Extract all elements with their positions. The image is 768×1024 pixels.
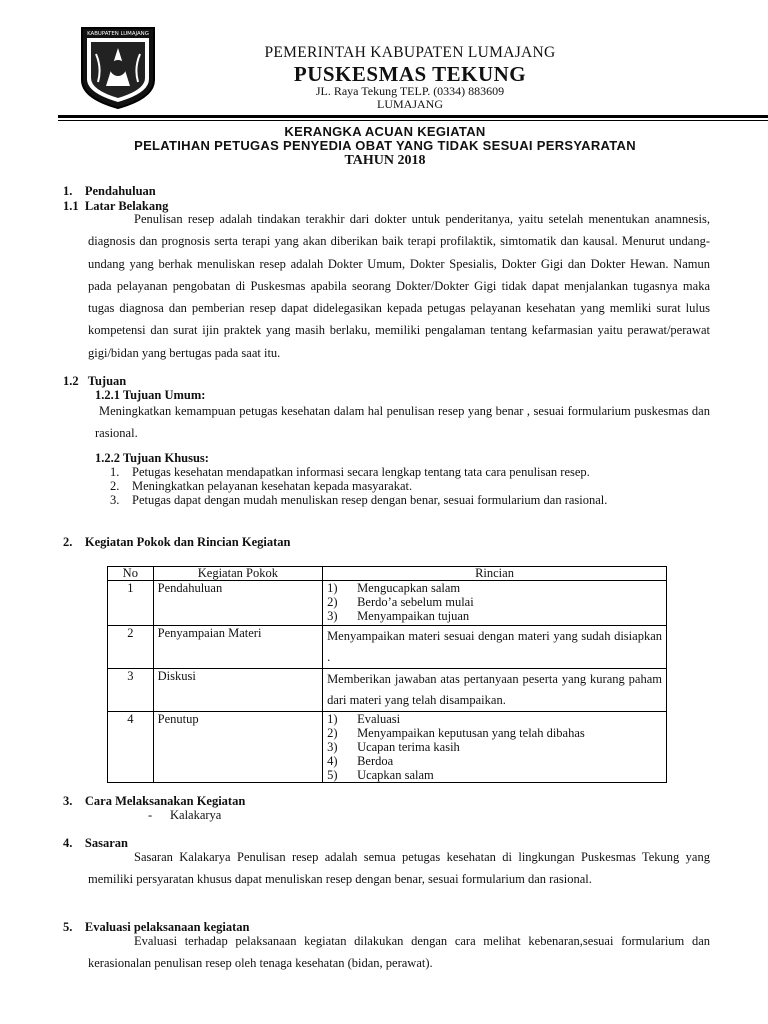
- institution-name: PUSKESMAS TEKUNG: [293, 62, 527, 86]
- cell-kegiatan: Pendahuluan: [153, 581, 322, 626]
- column-header-rincian: Rincian: [323, 567, 667, 581]
- header-divider-thin: [58, 120, 768, 121]
- table-row: [108, 712, 667, 783]
- section-1-heading: 1. Pendahuluan: [63, 184, 156, 198]
- cell-rincian: [323, 581, 667, 626]
- table-header-row: [108, 567, 667, 581]
- rincian-item: 2) Berdo’a sebelum mulai: [327, 595, 474, 609]
- section-1-2-heading: 1.2 Tujuan: [63, 374, 127, 388]
- section-2-heading: 2. Kegiatan Pokok dan Rincian Kegiatan: [63, 535, 291, 549]
- svg-text:KABUPATEN LUMAJANG: KABUPATEN LUMAJANG: [87, 31, 149, 37]
- document-year: TAHUN 2018: [344, 153, 426, 168]
- tujuan-umum-paragraph: Meningkatkan kemampuan petugas kesehatan dalam hal penulisan resep yang benar , sesuai formularium puskesmas dan rasional.: [95, 404, 710, 440]
- rincian-item: 1) Mengucapkan salam: [327, 581, 461, 595]
- tujuan-khusus-item: 2. Meningkatkan pelayanan kesehatan kepada masyarakat.: [110, 479, 413, 493]
- section-1-1-heading: 1.1 Latar Belakang: [63, 199, 169, 213]
- tujuan-khusus-item: 3. Petugas dapat dengan mudah menuliskan resep dengan benar, sesuai formularium dan rasional.: [110, 493, 608, 507]
- cara-item: - Kalakarya: [148, 808, 222, 822]
- latar-belakang-paragraph: Penulisan resep adalah tindakan terakhir dari dokter untuk penderitanya, yaitu setelah menentukan anamnesis, diagnosis dan prognosis serta terapi yang akan diberikan baik terapi profilaktik, simtomatik dan kausal. Menurut undang-undang yang berhak menuliskan resep adalah Dokter Umum, Dokter Spesialis, Dokter Gigi dan Dokter Hewan. Namun pada pelayanan pengobatan di Puskesmas apabila seorang Dokter/Dokter Gigi tidak dapat menjalankan tugasnya maka tugas diagnosa dan pemberian resep dapat didelegasikan kepada petugas pelayanan kesehatan yang memliki surat lulus kompetensi dan surat ijin praktek yang masih berlaku, memiliki pengalaman tentang kefarmasian yaitu perawat/perawat gigi/bidan yang bertugas pada saat itu.: [88, 212, 710, 360]
- evaluasi-paragraph: Evaluasi terhadap pelaksanaan kegiatan dilakukan dengan cara melihat kebenaran,sesuai formularium dan kerasionalan penulisan resep oleh tenaga kesehatan (bidan, perawat).: [88, 934, 710, 971]
- document-subtitle: PELATIHAN PETUGAS PENYEDIA OBAT YANG TIDAK SESUAI PERSYARATAN: [134, 138, 636, 153]
- document-title: KERANGKA ACUAN KEGIATAN: [284, 124, 486, 139]
- government-name: PEMERINTAH KABUPATEN LUMAJANG: [264, 44, 556, 61]
- column-header-kegiatan: Kegiatan Pokok: [153, 567, 322, 581]
- cell-kegiatan: Penutup: [153, 712, 322, 783]
- table-row: [108, 626, 667, 669]
- column-header-no: No: [108, 567, 154, 581]
- table-row: [108, 669, 667, 712]
- cell-kegiatan: Penyampaian Materi: [153, 626, 322, 669]
- header-divider-thick: [58, 115, 768, 118]
- cell-no: 3: [108, 669, 154, 712]
- tujuan-khusus-heading: 1.2.2 Tujuan Khusus:: [95, 451, 209, 465]
- cell-no: 2: [108, 626, 154, 669]
- cell-no: 1: [108, 581, 154, 626]
- cell-rincian: Memberikan jawaban atas pertanyaan peserta yang kurang paham dari materi yang telah disampaikan.: [323, 669, 667, 712]
- table-row: [108, 581, 667, 626]
- sasaran-paragraph: Sasaran Kalakarya Penulisan resep adalah semua petugas kesehatan di lingkungan Puskesmas Tekung yang memiliki persyaratan khusus dapat menuliskan resep dengan benar, sesuai formularium dan rasional.: [88, 850, 710, 887]
- rincian-item: 3) Menyampaikan tujuan: [327, 609, 470, 623]
- cell-no: 4: [108, 712, 154, 783]
- tujuan-khusus-item: 1. Petugas kesehatan mendapatkan informasi secara lengkap tentang tata cara penulisan resep.: [110, 465, 590, 479]
- institution-city: LUMAJANG: [377, 97, 443, 111]
- lumajang-emblem-logo: [78, 24, 158, 110]
- rincian-item: 1) Evaluasi: [327, 712, 401, 726]
- section-4-heading: 4. Sasaran: [63, 836, 128, 850]
- kegiatan-table: [107, 566, 667, 783]
- section-3-heading: 3. Cara Melaksanakan Kegiatan: [63, 794, 246, 808]
- rincian-item: 4) Berdoa: [327, 754, 394, 768]
- institution-address: JL. Raya Tekung TELP. (0334) 883609: [315, 84, 505, 98]
- tujuan-umum-heading: 1.2.1 Tujuan Umum:: [95, 388, 206, 402]
- rincian-item: 5) Ucapkan salam: [327, 768, 434, 782]
- section-5-heading: 5. Evaluasi pelaksanaan kegiatan: [63, 920, 250, 934]
- cell-kegiatan: Diskusi: [153, 669, 322, 712]
- cell-rincian: [323, 712, 667, 783]
- rincian-item: 3) Ucapan terima kasih: [327, 740, 460, 754]
- cell-rincian: Menyampaikan materi sesuai dengan materi yang sudah disiapkan .: [323, 626, 667, 669]
- rincian-item: 2) Menyampaikan keputusan yang telah dibahas: [327, 726, 585, 740]
